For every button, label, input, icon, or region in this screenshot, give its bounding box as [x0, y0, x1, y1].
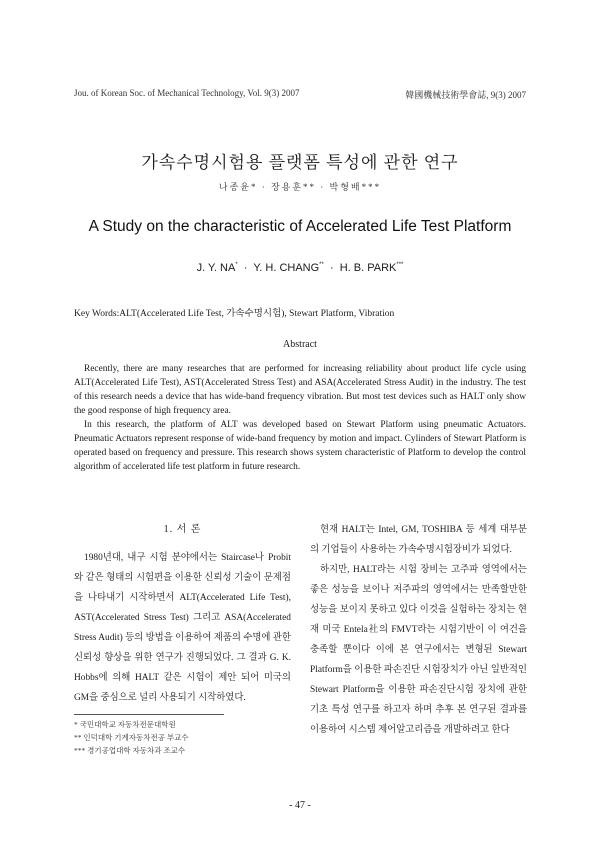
running-header-left: Jou. of Korean Soc. of Mechanical Technology, Vol. 9(3) 2007: [74, 88, 300, 98]
keywords: [74, 305, 394, 319]
english-title: A Study on the characteristic of Accelerated Life Test Platform: [88, 218, 512, 235]
body-paragraph: 하지만, HALT라는 시험 장비는 고주파 영역에서는 좋은 성능을 보이나 저주파의 영역에서는 만족할만한 성능을 보이지 못하고 있다 이것을 실험하는 장치는 현재 미국 Entela社의 FMVT라는 시험기반이 이 여건을 충족할 뿐이다 이에 본 연구에서는 변형된 Stewart Platform을 이용한 파손진단 시험장치가 아닌 일반적인 Stewart Platform을 이용한 파손진단시험 장치에 관한 기초 특성 연구를 하고자 하며 추후 본 연구된 결과를 이용하여 시스템 제어알고리즘을 개발하려고 한다: [310, 565, 527, 735]
abstract-paragraph: In this research, the platform of ALT was developed based on Stewart Platform using pneumatic Actuators. Pneumatic Actuators represent response of wide-band frequency by motion and impact. Cylinders of Stewart Platform is operated based on frequency and pressure. This research shows system characteristic of Platform to develop the control algorithm of accelerated life test platform in future research.: [74, 420, 526, 472]
page-number: - 47 -: [289, 800, 311, 811]
korean-title: 가속수명시험용 플랫폼 특성에 관한 연구: [141, 153, 459, 172]
keywords-label: Key Words:: [74, 309, 120, 319]
running-header-right: 韓國機械技術學會誌, 9(3) 2007: [405, 90, 526, 100]
abstract-paragraph: Recently, there are many researches that are performed for increasing reliability about product life cycle using ALT(Accelerated Life Test), AST(Accelerated Stress Test) and ASA(Accelerated Stress Audit) in the industry. The test of this research needs a device that has wide-band frequency vibration. But most test devices such as HALT only show the good response of high frequency area.: [74, 364, 526, 416]
author-name: Y. H. CHANG: [253, 262, 320, 274]
abstract-heading: Abstract: [283, 339, 317, 350]
footnote: ** 인덕대학 기계자동차전공 부교수: [74, 733, 189, 742]
keywords-text: ALT(Accelerated Life Test, 가속수명시험), Stewart Platform, Vibration: [119, 309, 395, 319]
body-paragraph: 1980년대, 내구 시험 분야에서는 Staircase나 Probit와 같은 형태의 시험편을 이용한 신뢰성 기술이 문제점을 나타내기 시작하면서 ALT(Accelerated Life Test), AST(Accelerated Stress Test) 그리고 ASA(Accelerated Stress Audit) 등의 방법을 이용하여 제품의 수명에 관한 신뢰성 향상을 위한 연구가 진행되었다. 그 결과 G. K. Hobbs에 의해 HALT 같은 시험이 제안 되어 미국의 GM을 중심으로 널리 사용되기 시작하였다.: [74, 553, 291, 703]
abstract-body: [74, 362, 526, 474]
footnote: *** 경기공업대학 자동차과 조교수: [74, 746, 186, 755]
author-mark: ***: [396, 262, 404, 268]
author-mark: **: [319, 262, 324, 268]
right-column: [310, 520, 527, 740]
body-paragraph: 현재 HALT는 Intel, GM, TOSHIBA 등 세계 대부분의 기업들이 사용하는 가속수명시험장비가 되었다.: [310, 525, 527, 555]
author-name: H. B. PARK: [339, 262, 397, 274]
english-authors: J. Y. NA* · Y. H. CHANG** · H. B. PARK***: [196, 262, 404, 274]
korean-authors: 나종윤* · 장용훈** · 박형배***: [218, 182, 382, 192]
author-name: J. Y. NA: [196, 262, 236, 274]
author-mark: *: [235, 262, 238, 268]
left-column: [74, 520, 291, 708]
footnote: * 국민대학교 자동차전문대학원: [74, 720, 176, 729]
footnote-divider: [74, 714, 224, 715]
footnotes: [74, 718, 189, 757]
section-heading: 1. 서 론: [163, 524, 202, 535]
